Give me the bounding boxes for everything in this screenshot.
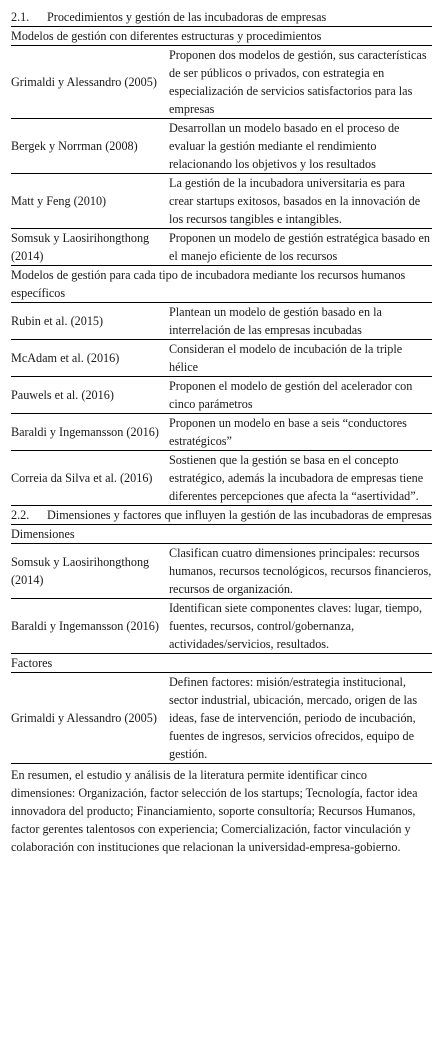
author-cell: Correia da Silva et al. (2016) [11, 471, 153, 485]
author-cell: Pauwels et al. (2016) [11, 388, 114, 402]
author-cell: Rubin et al. (2015) [11, 314, 104, 328]
group-header-row [11, 654, 432, 673]
author-cell: Grimaldi y Alessandro (2005) [11, 711, 157, 725]
group-header-row [11, 266, 432, 303]
description-cell: La gestión de la incubadora universitaria es para crear startups exitosos, basados en la innovación de los recursos tangibles e intangibles. [169, 176, 421, 226]
group-title: Factores [11, 656, 53, 670]
description-cell: Consideran el modelo de incubación de la triple hélice [169, 342, 403, 374]
group-title: Modelos de gestión con diferentes estructuras y procedimientos [11, 29, 322, 43]
description-cell: Proponen el modelo de gestión del acelerador con cinco parámetros [169, 379, 413, 411]
description-cell: Plantean un modelo de gestión basado en la interrelación de las empresas incubadas [169, 305, 382, 337]
group-title: Dimensiones [11, 527, 75, 541]
table-row [11, 451, 432, 506]
description-cell: Proponen dos modelos de gestión, sus características de ser públicos o privados, con estrategia en especialización de servicios satisfactorios para las empresas [169, 48, 427, 116]
author-cell: Baraldi y Ingemansson (2016) [11, 619, 159, 633]
author-cell: Baraldi y Ingemansson (2016) [11, 425, 159, 439]
description-cell: Definen factores: misión/estrategia institucional, sector industrial, ubicación, mercado, origen de las ideas, fase de intervención, periodo de incubación, fuentes de ingresos, servicios ofrecidos, equipo de gestión. [169, 675, 418, 761]
table-row [11, 377, 432, 414]
table-row [11, 414, 432, 451]
author-cell: Bergek y Norrman (2008) [11, 139, 138, 153]
table-row [11, 119, 432, 174]
author-cell: Matt y Feng (2010) [11, 194, 107, 208]
table-row [11, 46, 432, 119]
section-heading-2-2 [11, 506, 432, 524]
author-cell: Somsuk y Laosirihongthong (2014) [11, 231, 150, 263]
table-row [11, 174, 432, 229]
table-row [11, 544, 432, 599]
table-row [11, 229, 432, 266]
description-cell: Proponen un modelo en base a seis “conductores estratégicos” [169, 416, 407, 448]
author-cell: McAdam et al. (2016) [11, 351, 120, 365]
group-header-row [11, 525, 432, 544]
section-heading-2-1 [11, 8, 432, 26]
section-number: 2.2. [11, 508, 30, 522]
author-cell: Grimaldi y Alessandro (2005) [11, 75, 157, 89]
group-title: Modelos de gestión para cada tipo de incubadora mediante los recursos humanos específicos [11, 268, 406, 300]
section-title: Procedimientos y gestión de las incubadoras de empresas [47, 10, 327, 24]
description-cell: Sostienen que la gestión se basa en el concepto estratégico, además la incubadora de empresas tiene diferentes percepciones que afecta la “asertividad”. [169, 453, 424, 503]
description-cell: Proponen un modelo de gestión estratégica basado en el manejo eficiente de los recursos [169, 231, 430, 263]
table-row [11, 340, 432, 377]
summary-paragraph: En resumen, el estudio y análisis de la literatura permite identificar cinco dimensiones: Organización, factor selección de los startups; Tecnología, factor idea innovadora del producto; Financiamiento, soporte consultoría; Recursos Humanos, factor gerentes talentosos con experiencia; Comercialización, factor vinculación y colaboración con instituciones que relacionan la universidad-empresa-gobierno. [11, 768, 418, 854]
table-row [11, 673, 432, 764]
table-row [11, 599, 432, 654]
section-title: Dimensiones y factores que influyen la gestión de las incubadoras de empresas [47, 508, 432, 522]
table-row [11, 303, 432, 340]
dimensions-factors-table [11, 524, 432, 764]
author-cell: Somsuk y Laosirihongthong (2014) [11, 555, 150, 587]
group-header-row [11, 27, 432, 46]
description-cell: Identifican siete componentes claves: lugar, tiempo, fuentes, recursos, control/gobernanza, actividades/servicios, resultados. [169, 601, 422, 651]
description-cell: Clasifican cuatro dimensiones principales: recursos humanos, recursos tecnológicos, recursos financieros, recursos de organización. [169, 546, 432, 596]
management-models-table [11, 26, 432, 506]
description-cell: Desarrollan un modelo basado en el proceso de evaluar la gestión mediante el rendimiento relacionando los objetivos y los resultados [169, 121, 400, 171]
section-number: 2.1. [11, 10, 30, 24]
